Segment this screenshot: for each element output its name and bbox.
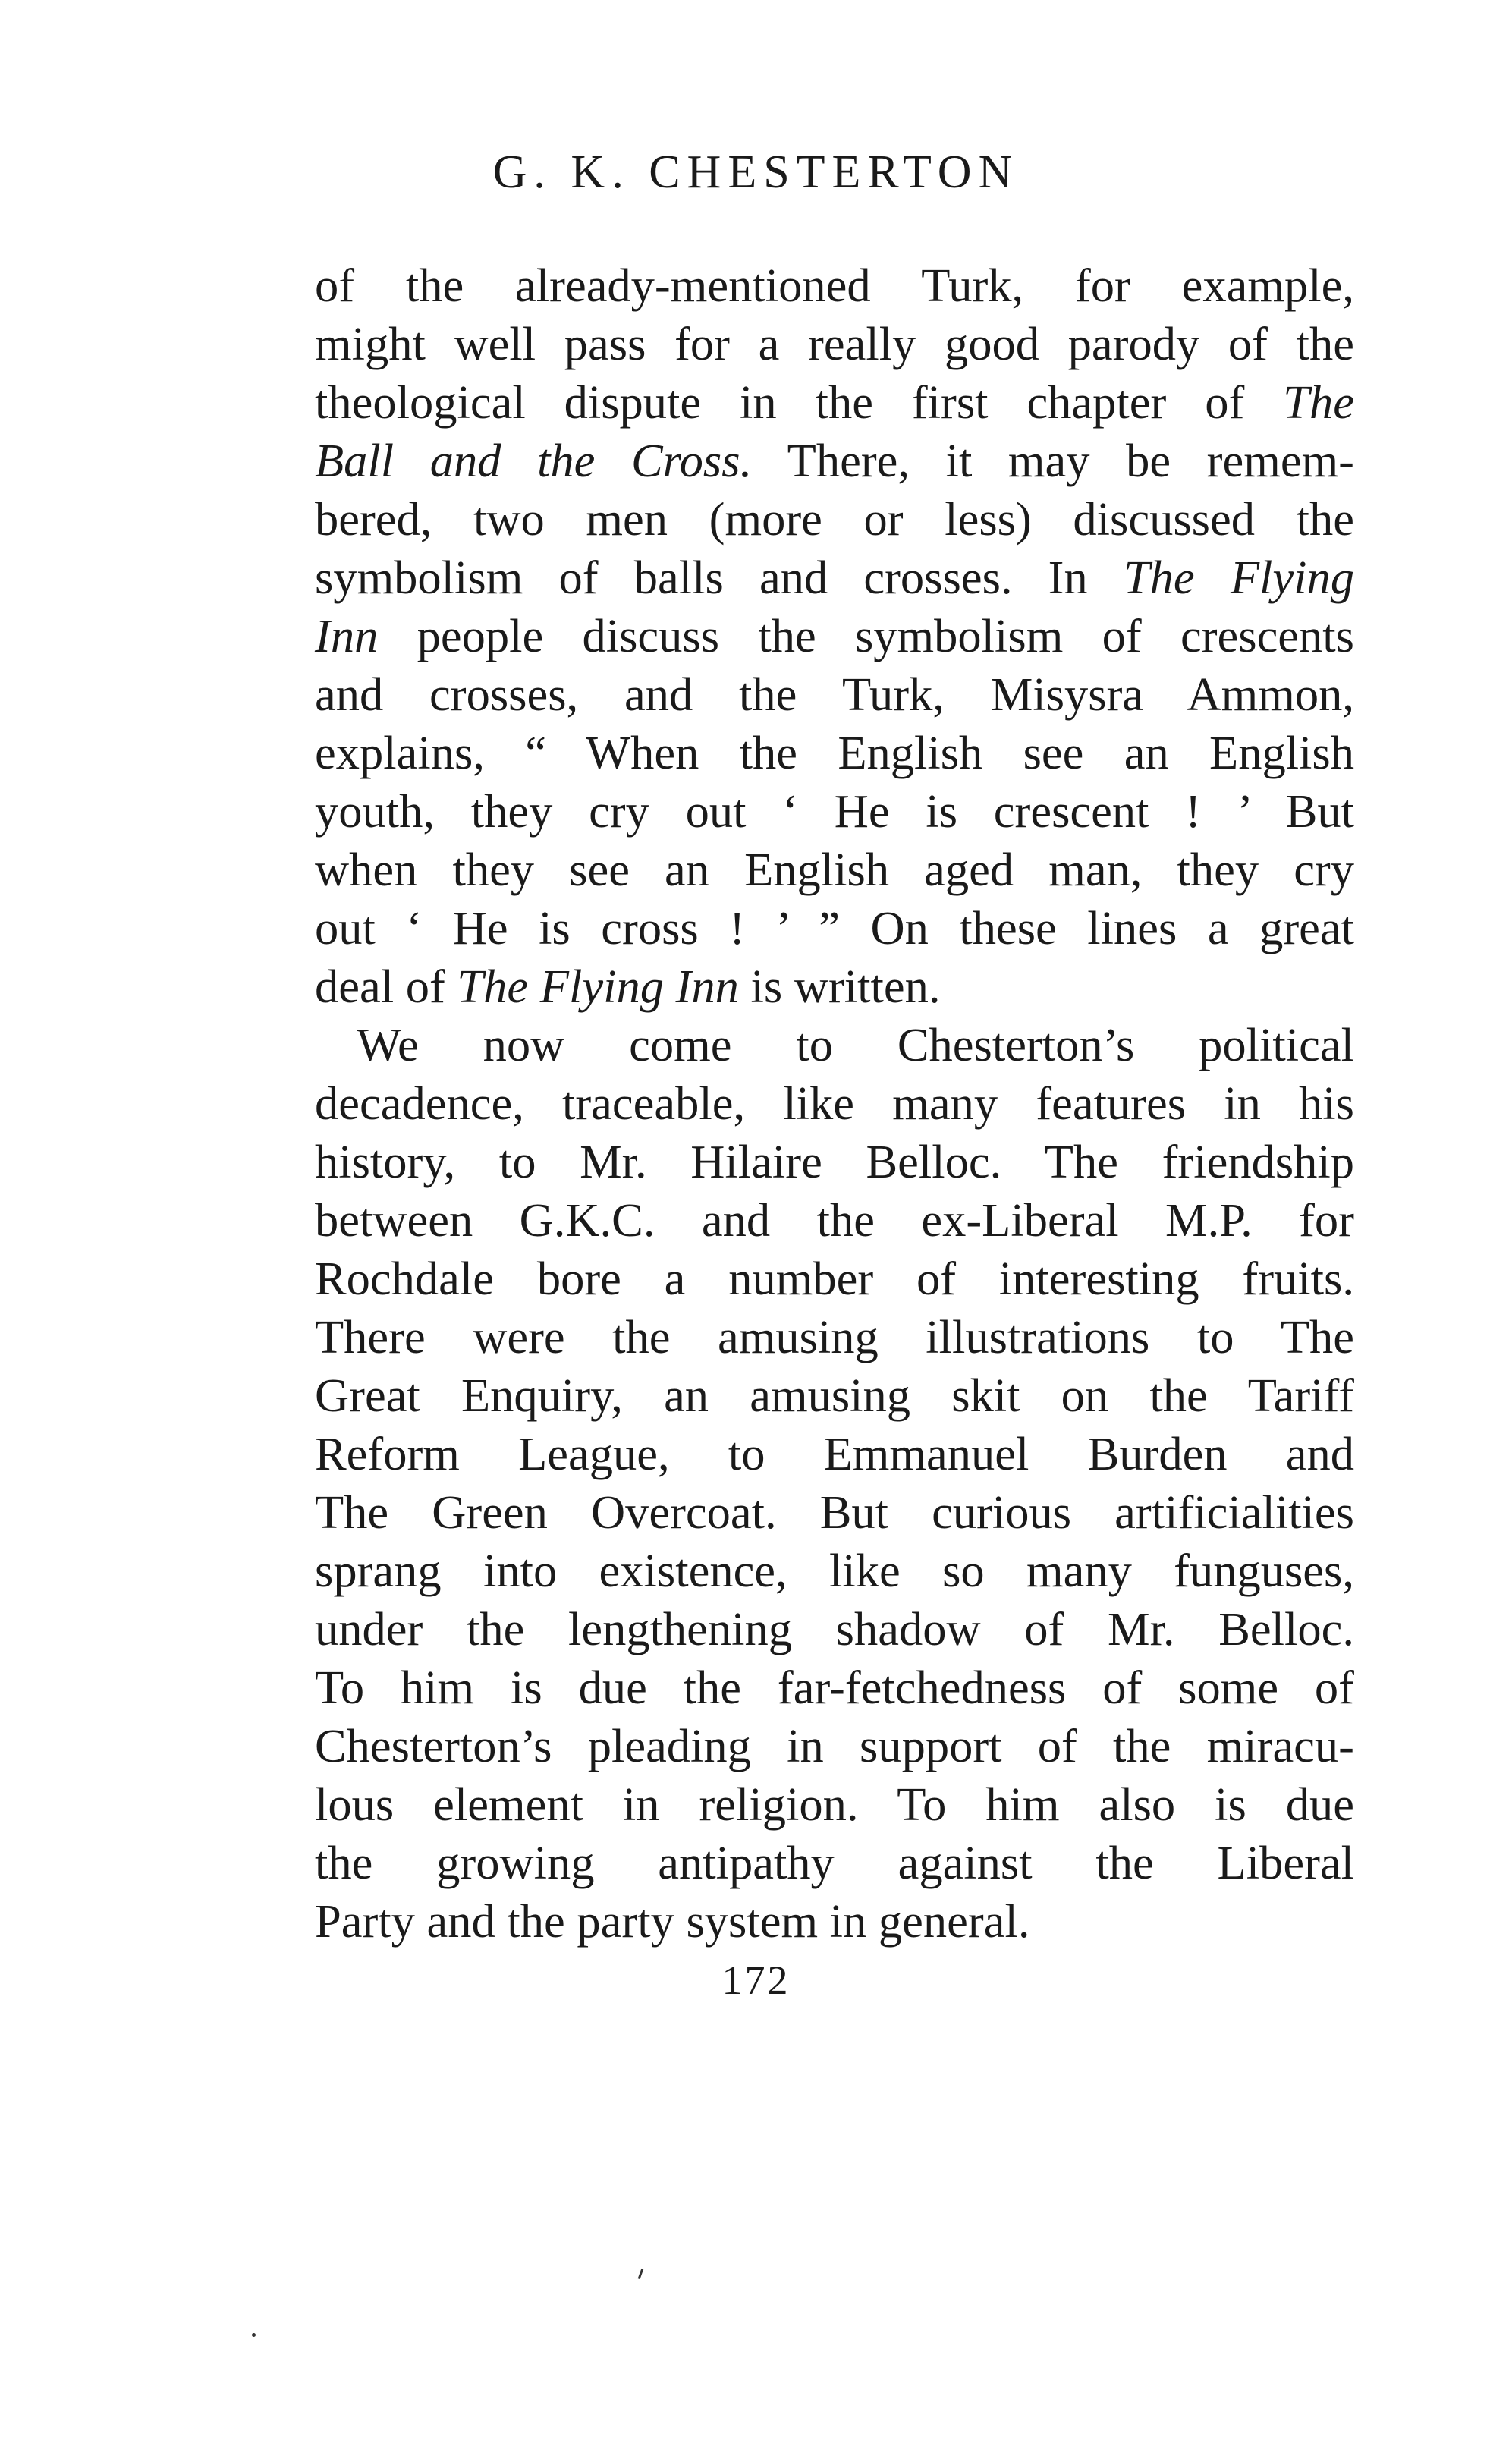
text-line: between G.K.C. and the ex-Liberal M.P. for [315,1193,1354,1247]
text-line: Reform League, to Emmanuel Burden and [315,1427,1354,1480]
text-line: out ‘ He is cross ! ’ ” On these lines a great [315,901,1354,954]
text-line: deal of The Flying Inn is written. [315,960,941,1013]
running-head: G. K. CHESTERTON [492,146,1020,198]
italic-title: The [1283,376,1354,429]
text-line: The Green Overcoat. But curious artificialities [315,1486,1354,1539]
text-line: history, to Mr. Hilaire Belloc. The friendship [315,1135,1354,1188]
text-line: Great Enquiry, an amusing skit on the Tariff [315,1369,1354,1422]
italic-title: Ball and the Cross. [315,434,753,487]
text-line: and crosses, and the Turk, Misysra Ammon, [315,668,1354,721]
text-line: Inn people discuss the symbolism of crescents [315,609,1354,662]
text-line: explains, “ When the English see an English [315,726,1354,779]
text-line: symbolism of balls and crosses. In The Flying [315,551,1354,604]
text-line: bered, two men (more or less) discussed the [315,492,1354,546]
text-line: decadence, traceable, like many features in his [315,1077,1354,1130]
text-line: We now come to Chesterton’s political [357,1018,1354,1071]
text-line: lous element in religion. To him also is due [315,1778,1354,1831]
text-line: Rochdale bore a number of interesting fruits. [315,1252,1354,1305]
text-line: the growing antipathy against the Liberal [315,1836,1354,1889]
text-line: when they see an English aged man, they cry [315,843,1354,896]
text-line: Ball and the Cross. There, it may be remem- [315,434,1354,487]
text-line: under the lengthening shadow of Mr. Belloc. [315,1602,1354,1655]
text-line: might well pass for a really good parody of the [315,317,1354,370]
scan-speck [252,2333,256,2337]
page-number: 172 [721,1957,791,2003]
text-line: theological dispute in the first chapter of The [315,376,1354,429]
scan-speck [638,2269,644,2279]
italic-title: The Flying [1123,551,1354,604]
text-line: To him is due the far-fetchedness of some of [315,1661,1354,1714]
text-line: youth, they cry out ‘ He is crescent ! ’ But [315,785,1354,838]
text-line: Party and the party system in general. [315,1894,1030,1948]
text-line: There were the amusing illustrations to The [315,1310,1354,1363]
italic-title: The Flying Inn [457,960,739,1013]
text-line: Chesterton’s pleading in support of the miracu- [315,1719,1354,1772]
text-line: sprang into existence, like so many funguses, [315,1544,1354,1597]
italic-title: Inn [315,609,379,662]
text-line: of the already-mentioned Turk, for example, [315,259,1354,312]
